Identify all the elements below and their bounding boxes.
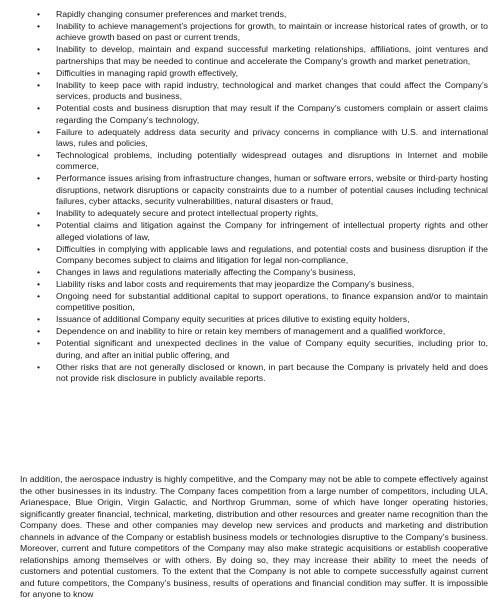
list-item: • Ongoing need for substantial additional capital to support operations, to finance expansion and/or to maintain competitive position, bbox=[56, 291, 488, 314]
list-item: • Difficulties in complying with applicable laws and regulations, and potential costs and business disruption if the Company becomes subject to claims and litigation for legal non-compliance, bbox=[56, 244, 488, 267]
list-item: • Potential significant and unexpected declines in the value of Company equity securities, including prior to, during, and after an initial public offering, and bbox=[56, 338, 488, 361]
risk-factor-list bbox=[56, 9, 488, 385]
list-item: • Difficulties in managing rapid growth effectively, bbox=[56, 68, 488, 79]
list-item: • Inability to keep pace with rapid industry, technological and market changes that could affect the Company’s services, products and business, bbox=[56, 80, 488, 103]
list-item: • Technological problems, including potentially widespread outages and disruptions in Internet and mobile commerce, bbox=[56, 150, 488, 173]
competition-paragraph: In addition, the aerospace industry is highly competitive, and the Company may not be able to compete effectively against the other businesses in its industry. The Company faces competition from a large number of competitors, including ULA, Arianespace, Blue Origin, Virgin Galactic, and Northrop Grumman, some of which have longer operating histories, significantly greater financial, technical, marketing, distribution and other resources and greater name recognition than the Company does. These and other companies may develop new services and products and marketing and distribution channels in advance of the Company or establish business models or technologies disruptive to the Company’s business. Moreover, current and future competitors of the Company may also make strategic acquisitions or establish cooperative relationships among themselves or with others. By doing so, they may increase their ability to meet the needs of customers and potential customers. To the extent that the Company is not able to compete successfully against current and future competitors, the Company’s business, results of operations and financial condition may suffer. It is impossible for anyone to know bbox=[20, 474, 488, 600]
list-item: • Dependence on and inability to hire or retain key members of management and a qualified workforce, bbox=[56, 326, 488, 337]
list-item: • Inability to achieve management’s projections for growth, to maintain or increase historical rates of growth, or to achieve growth based on past or current trends, bbox=[56, 21, 488, 44]
list-item: • Failure to adequately address data security and privacy concerns in compliance with U.S. and international laws, rules and policies, bbox=[56, 127, 488, 150]
list-item: • Performance issues arising from infrastructure changes, human or software errors, website or third-party hosting disruptions, network disruptions or capacity constraints due to a number of potential causes including technical failures, cyber attacks, security vulnerabilities, natural disasters or fraud, bbox=[56, 173, 488, 207]
list-item: • Changes in laws and regulations materially affecting the Company’s business, bbox=[56, 267, 488, 278]
list-item: • Potential claims and litigation against the Company for infringement of intellectual property rights and other alleged violations of law, bbox=[56, 220, 488, 243]
list-item: • Other risks that are not generally disclosed or known, in part because the Company is privately held and does not provide risk disclosure in publicly available reports. bbox=[56, 362, 488, 385]
list-item: • Inability to develop, maintain and expand successful marketing relationships, affiliations, joint ventures and partnerships that may be needed to continue and accelerate the Company’s growth and market penetration, bbox=[56, 44, 488, 67]
list-item: • Inability to adequately secure and protect intellectual property rights, bbox=[56, 208, 488, 219]
list-item: • Issuance of additional Company equity securities at prices dilutive to existing equity holders, bbox=[56, 314, 488, 325]
list-item: • Potential costs and business disruption that may result if the Company’s customers complain or assert claims regarding the Company’s technology, bbox=[56, 103, 488, 126]
list-item: • Rapidly changing consumer preferences and market trends, bbox=[56, 9, 488, 20]
list-item: • Liability risks and labor costs and requirements that may jeopardize the Company’s business, bbox=[56, 279, 488, 290]
